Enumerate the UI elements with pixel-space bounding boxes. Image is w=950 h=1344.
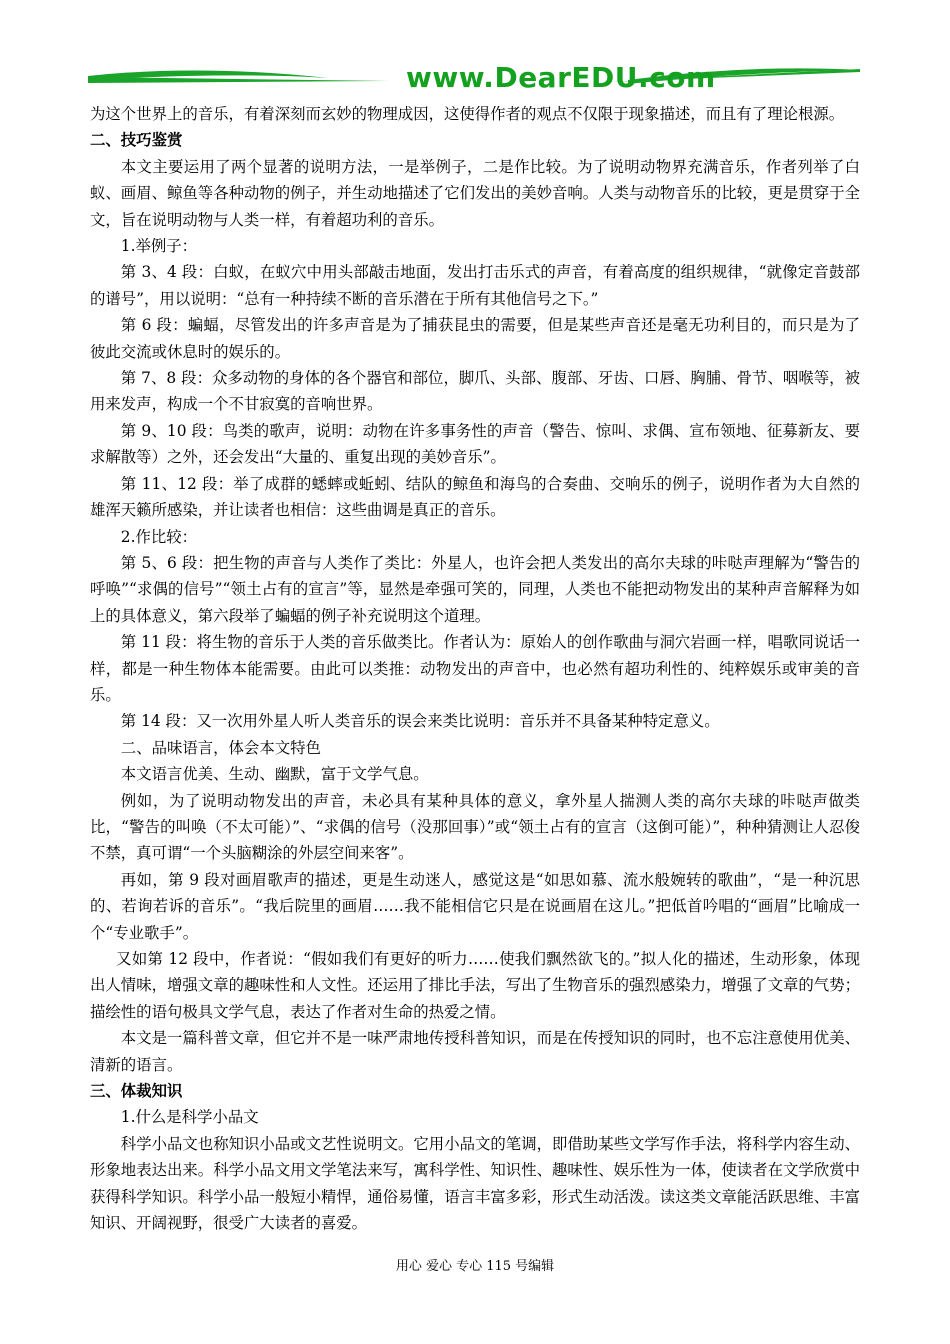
- section-heading-technique: 二、技巧鉴赏: [90, 131, 183, 150]
- page-footer: 用心 爱心 专心 115 号编辑: [395, 1259, 555, 1274]
- section-heading-genre: 三、体裁知识: [90, 1082, 183, 1101]
- paragraph-technique-intro: 本文主要运用了两个显著的说明方法，一是举例子，二是作比较。为了说明动物界充满音乐，作者列举了白蚁、画眉、鲸鱼等各种动物的例子，并生动地描述了它们发出的美妙音响。人类与动物音乐的比较，更是贯穿于全文，旨在说明动物与人类一样，有着超功利的音乐。: [90, 157, 860, 229]
- paragraph-language-conclusion: 本文是一篇科普文章，但它并不是一味严肃地传授科普知识，而是在传授知识的同时，也不忘注意使用优美、清新的语言。: [90, 1029, 860, 1074]
- paragraph-comparison-primitive: 第 11 段：将生物的音乐于人类的音乐做类比。作者认为：原始人的创作歌曲与洞穴岩画一样，唱歌同说话一样，都是一种生物体本能需要。由此可以类推：动物发出的声音中，也必然有超功利性的、纯粹娱乐或审美的音乐。: [90, 633, 860, 704]
- paragraph-comparison-para14: 第 14 段：又一次用外星人听人类音乐的误会来类比说明：音乐并不具备某种特定意义。: [120, 712, 720, 731]
- paragraph-science-essay: 科学小品文也称知识小品或文艺性说明文。它用小品文的笔调，即借助某些文学写作手法，将科学内容生动、形象地表达出来。科学小品文用文学笔法来写，寓科学性、知识性、趣味性、娱乐性为一体，使读者在文学欣赏中获得科学知识。科学小品一般短小精悍，通俗易懂，语言丰富多彩，形式生动活泼。读这类文章能活跃思维、丰富知识、开阔视野，很受广大读者的喜爱。: [90, 1134, 860, 1233]
- subheading-language: 二、品味语言，体会本文特色: [120, 738, 321, 757]
- paragraph-example-bats: 第 6 段：蝙蝠，尽管发出的许多声音是为了捕获昆虫的需要，但是某些声音还是毫无功利目的，而只是为了彼此交流或休息时的娱乐的。: [90, 316, 860, 361]
- page-header: [88, 58, 860, 98]
- paragraph-example-birds: 第 9、10 段：鸟类的歌声，说明：动物在许多事务性的声音（警告、惊叫、求偶、宣布领地、征募新友、要求解散等）之外，还会发出“大量的、重复出现的美妙音乐”。: [90, 421, 860, 467]
- paragraph-language-summary: 本文语言优美、生动、幽默，富于文学气息。: [120, 765, 429, 784]
- paragraph-continued: 为这个世界上的音乐，有着深刻而玄妙的物理成因，这使得作者的观点不仅限于现象描述，而且有了理论根源。: [90, 105, 845, 123]
- subheading-science-essay: 1.什么是科学小品文: [120, 1108, 259, 1127]
- paragraph-language-example3: 又如第 12 段中，作者说：“假如我们有更好的听力……使我们飘然欲飞的。”拟人化的描述，生动形象，体现出人情味，增强文章的趣味性和人文性。还运用了排比手法，写出了生物音乐的强烈感染力，增强了文章的气势；描绘性的语句极具文学气息，表达了作者对生命的热爱之情。: [90, 950, 860, 1021]
- paragraph-example-crickets: 第 11、12 段：举了成群的蟋蟀或蚯蚓、结队的鲸鱼和海鸟的合奏曲、交响乐的例子，说明作者为大自然的雄浑天籁所感染，并让读者也相信：这些曲调是真正的音乐。: [90, 474, 860, 520]
- paragraph-example-body-parts: 第 7、8 段：众多动物的身体的各个器官和部位，脚爪、头部、腹部、牙齿、口唇、胸脯、骨节、咽喉等，被用来发声，构成一个不甘寂寞的音响世界。: [90, 369, 860, 414]
- paragraph-comparison-aliens: 第 5、6 段：把生物的声音与人类作了类比：外星人，也许会把人类发出的高尔夫球的咔哒声理解为“警告的呼唤”“求偶的信号”“领土占有的宣言”等，显然是牵强可笑的，同理，人类也不能把动物发出的某种声音解释为如上的具体意义，第六段举了蝙蝠的例子补充说明这个道理。: [90, 553, 860, 625]
- paragraph-language-example1: 例如，为了说明动物发出的声音，未必具有某种具体的意义，拿外星人揣测人类的高尔夫球的咔哒声做类比，“警告的叫唤（不太可能）”、“求偶的信号（没那回事）”或“领土占有的宣言（这倒可能）”，种种猜测让人忍俊不禁，真可谓“一个头脑糊涂的外层空间来客”。: [90, 791, 860, 863]
- paragraph-language-example2: 再如，第 9 段对画眉歌声的描述，更是生动迷人，感觉这是“如思如慕、流水般婉转的歌曲”，“是一种沉思的、若询若诉的音乐”。“我后院里的画眉……我不能相信它只是在说画眉在这儿。”把低首吟唱的“画眉”比喻成一个“专业歌手”。: [90, 870, 860, 942]
- document-body: [90, 101, 860, 1236]
- subheading-comparison: 2.作比较：: [120, 527, 198, 546]
- subheading-examples: 1.举例子：: [120, 237, 198, 256]
- paragraph-example-termites: 第 3、4 段：白蚁，在蚁穴中用头部敲击地面，发出打击乐式的声音，有着高度的组织规律，“就像定音鼓部的谱号”，用以说明：“总有一种持续不断的音乐潜在于所有其他信号之下。”: [90, 263, 860, 308]
- site-logo-text: www.DearEDU.com: [406, 61, 716, 94]
